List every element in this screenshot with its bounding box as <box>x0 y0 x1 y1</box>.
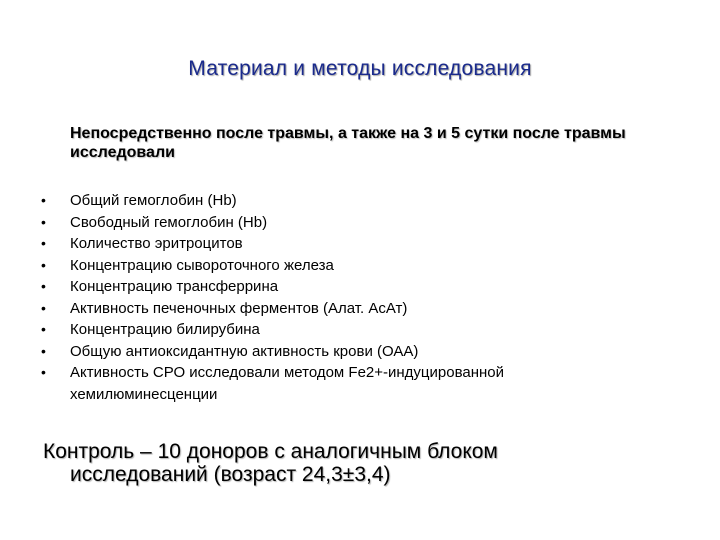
bullet-icon: • <box>41 256 46 273</box>
bullet-icon: • <box>41 299 46 316</box>
intro-text: Непосредственно после травмы, а также на 3 и 5 сутки после травмы исследовали <box>70 125 626 161</box>
list-item <box>41 341 641 363</box>
bullet-icon: • <box>41 321 46 337</box>
list-item <box>41 233 641 255</box>
slide-title: Материал и методы исследования <box>188 57 532 80</box>
list-item <box>41 276 641 298</box>
list-item-text: Активность СРО исследовали методом Fe2+-индуцированной хемилюминесценции <box>70 364 505 403</box>
list-item <box>41 319 641 341</box>
control-line-2: исследований (возраст 24,3±3,4) <box>70 463 391 486</box>
list-item-text: Концентрацию сывороточного железа <box>70 256 334 274</box>
bullet-list <box>41 190 641 405</box>
bullet-icon: • <box>41 235 46 251</box>
list-item-text: Концентрацию билирубина <box>70 321 260 338</box>
control-line-1: Контроль – 10 доноров с аналогичным блоком <box>43 440 498 463</box>
list-item <box>41 212 641 234</box>
bullet-icon: • <box>41 213 46 230</box>
list-item <box>41 298 641 320</box>
bullet-icon: • <box>41 342 46 359</box>
list-item <box>41 255 641 277</box>
list-item-text: Активность печеночных ферментов (Алат. АсАт) <box>70 299 408 317</box>
list-item <box>41 190 641 212</box>
bullet-icon: • <box>41 192 46 208</box>
control-group-text <box>43 440 663 486</box>
list-item-text: Общую антиоксидантную активность крови (ОАА) <box>70 342 419 360</box>
bullet-icon: • <box>41 364 46 380</box>
list-item-text: Свободный гемоглобин (Hb) <box>70 213 268 231</box>
list-item <box>41 362 641 405</box>
list-item-text: Концентрацию трансферрина <box>70 278 279 295</box>
list-item-text: Количество эритроцитов <box>70 235 243 252</box>
list-item-text: Общий гемоглобин (Hb) <box>70 192 237 209</box>
bullet-icon: • <box>41 278 46 294</box>
